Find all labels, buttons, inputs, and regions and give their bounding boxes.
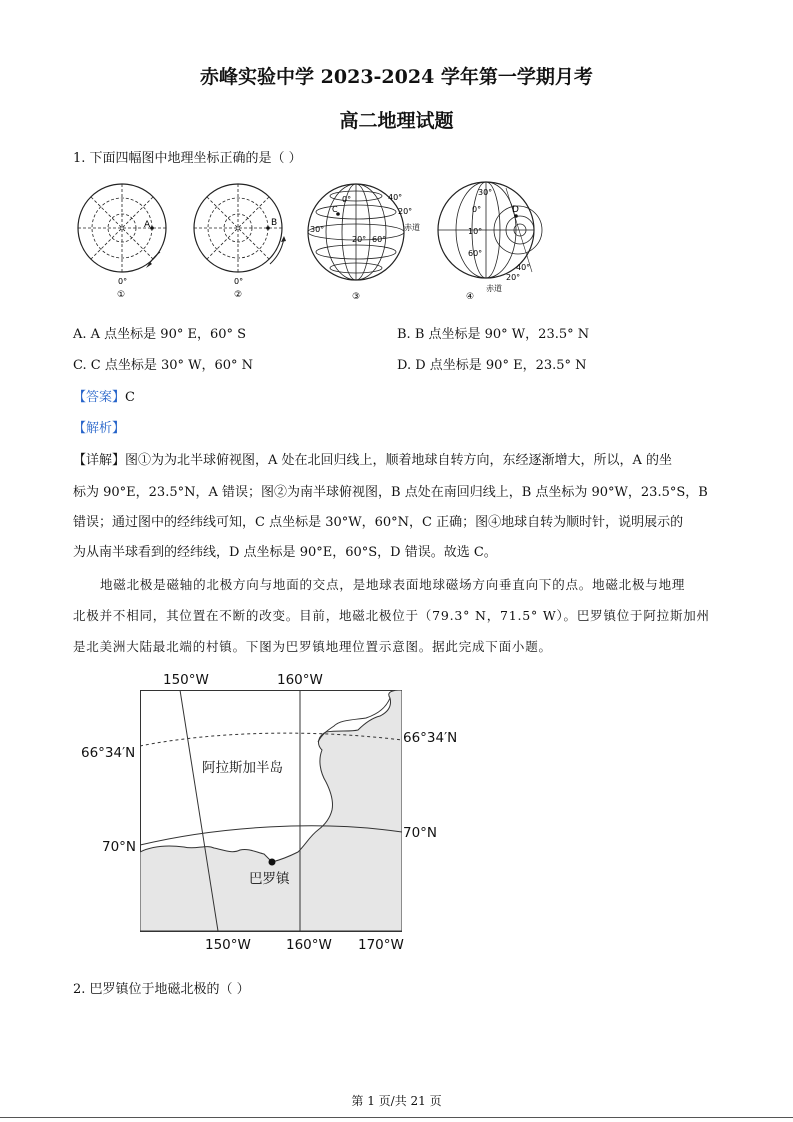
option-c: C. C 点坐标是 30° W，60° N <box>73 358 254 373</box>
detail-line-2: 标为 90°E，23.5°N，A 错误；图②为南半球俯视图，B 点处在南回归线上，B 点坐标为 90°W，23.5°S，B <box>73 485 708 500</box>
figure-1 <box>78 184 166 300</box>
figure-3-label-0: 0° <box>342 195 352 204</box>
passage-line-3: 是北美洲大陆最北端的村镇。下图为巴罗镇地理位置示意图。据此完成下面小题。 <box>73 639 552 654</box>
figure-1-number: ① <box>117 290 126 300</box>
answer-value: C <box>125 390 135 405</box>
figure-3-label-20: 20° <box>398 207 413 216</box>
figure-1-label-a: A <box>144 220 151 230</box>
map-left-70n: 70°N <box>102 839 137 855</box>
figure-3-label-40: 40° <box>388 193 403 202</box>
exam-title: 赤峰实验中学 2023-2024 学年第一学期月考 <box>200 66 593 88</box>
barrow-location-map <box>140 690 402 932</box>
bottom-divider <box>0 1117 793 1118</box>
figure-4-label-30: 30° <box>478 188 493 197</box>
map-bottom-160w: 160°W <box>286 937 332 953</box>
map-town-label: 巴罗镇 <box>249 871 290 887</box>
option-a: A. A 点坐标是 90° E，60° S <box>73 327 247 342</box>
question-2-stem: 2. 巴罗镇位于地磁北极的（ ） <box>73 982 250 997</box>
detail-line-4: 为从南半球看到的经纬线，D 点坐标是 90°E，60°S，D 错误。故选 C。 <box>73 545 497 560</box>
detail-text-1: 图①为为北半球俯视图，A 处在北回归线上，顺着地球自转方向，东经逐渐增大，所以，A 的坐 <box>125 453 673 468</box>
figure-2-label-b: B <box>271 218 278 228</box>
map-top-150w: 150°W <box>163 672 209 688</box>
figure-3 <box>308 184 420 302</box>
map-bottom-170w: 170°W <box>358 937 404 953</box>
figure-4-number: ④ <box>466 292 475 302</box>
figure-3-label-30: 30° <box>310 225 325 234</box>
figure-2 <box>194 184 286 300</box>
detail-label: 【详解】 <box>73 453 126 468</box>
figure-3-label-equator: 赤道 <box>404 223 420 232</box>
option-b: B. B 点坐标是 90° W，23.5° N <box>397 327 590 342</box>
map-right-70n: 70°N <box>403 825 438 841</box>
question-1-stem: 1. 下面四幅图中地理坐标正确的是（ ） <box>73 151 302 166</box>
option-d: D. D 点坐标是 90° E，23.5° N <box>397 358 587 373</box>
figure-3-label-c: C <box>332 205 338 214</box>
map-top-160w: 160°W <box>277 672 323 688</box>
figure-3-number: ③ <box>352 292 361 302</box>
figure-4-label-0: 0° <box>472 205 482 214</box>
figure-4-label-20: 20° <box>506 273 521 282</box>
detail-line-3: 错误；通过图中的经纬线可知，C 点坐标是 30°W，60°N，C 正确；图④地球自转为顺时针，说明展示的 <box>73 515 684 530</box>
figure-4-label-d: D <box>512 205 519 215</box>
analysis-label: 【解析】 <box>73 421 126 436</box>
figure-4-label-60: 60° <box>468 249 483 258</box>
answer-label: 【答案】 <box>73 390 126 405</box>
detail-line-1 <box>73 453 672 468</box>
map-bottom-150w: 150°W <box>205 937 251 953</box>
page-footer: 第 1 页/共 21 页 <box>351 1094 442 1108</box>
figure-4-label-40: 40° <box>516 263 531 272</box>
figure-1-label-0: 0° <box>118 277 128 286</box>
figure-3-label-20b: 20° <box>352 235 367 244</box>
barrow-town-marker <box>269 859 276 866</box>
map-peninsula-label: 阿拉斯加半岛 <box>202 760 283 776</box>
passage-line-2: 北极并不相同，其位置在不断的改变。目前，地磁北极位于（79.3° N，71.5° W）。巴罗镇位于阿拉斯加州 <box>73 608 710 623</box>
figure-4-label-equator: 赤道 <box>486 284 502 293</box>
figure-3-label-60: 60° <box>372 235 387 244</box>
figure-2-number: ② <box>234 290 243 300</box>
map-right-arctic-circle: 66°34′N <box>403 730 458 746</box>
map-left-arctic-circle: 66°34′N <box>81 745 136 761</box>
globe-figures <box>70 178 550 306</box>
figure-2-label-0: 0° <box>234 277 244 286</box>
exam-subtitle: 高二地理试题 <box>339 110 454 132</box>
answer-line <box>73 390 135 405</box>
figure-4 <box>438 182 542 302</box>
passage-line-1: 地磁北极是磁轴的北极方向与地面的交点，是地球表面地球磁场方向垂直向下的点。地磁北极与地理 <box>100 577 686 592</box>
figure-4-label-10: 10° <box>468 227 483 236</box>
